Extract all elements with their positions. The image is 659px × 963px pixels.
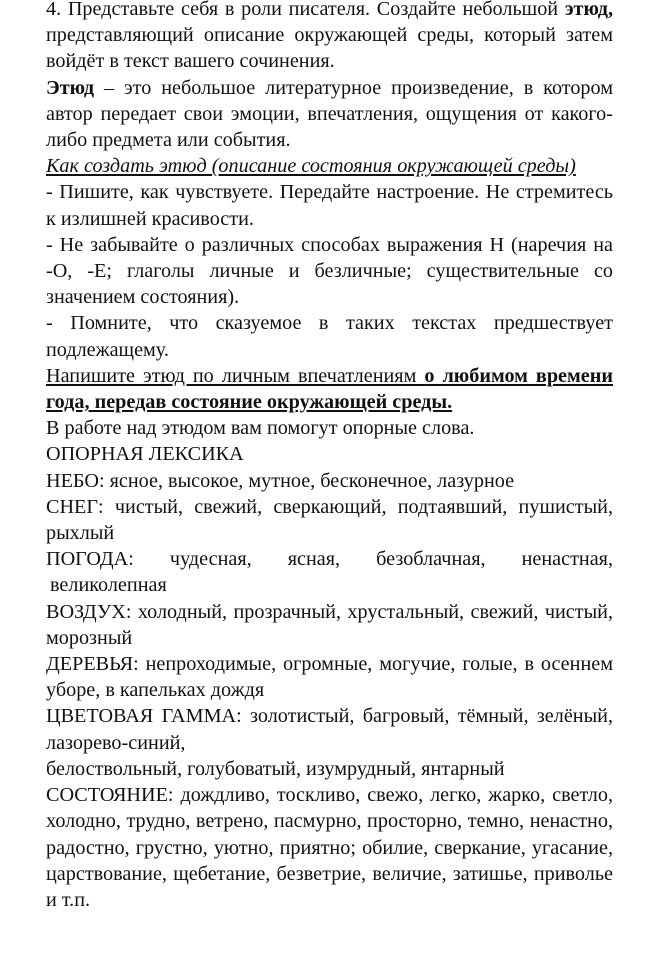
lexicon-key: СНЕГ:	[46, 495, 104, 518]
tip-1: - Пишите, как чувствуете. Передайте настроение. Не стремитесь к излишней красивости.	[46, 181, 613, 230]
lexicon-words: чистый, свежий, сверкающий, подтаявший, пушистый, рыхлый	[46, 495, 613, 545]
assignment-plain: Напишите этюд по личным впечатлениям	[46, 364, 425, 387]
assignment-paragraph	[46, 363, 613, 415]
task-rest: представляющий описание окружающей среды, который затем войдёт в текст вашего сочинения.	[46, 24, 613, 73]
lexicon-words: непроходимые, огромные, могучие, голые, в осеннем уборе, в капельках дождя	[46, 653, 613, 702]
tip-3: - Помните, что сказуемое в таких текстах предшествует подлежащему.	[46, 312, 613, 361]
definition-text: – это небольшое литературное произведение, в котором автор передает свои эмоции, впечатления, ощущения от какого-либо предмета или события.	[46, 76, 613, 152]
lexicon-key: СОСТОЯНИЕ:	[46, 784, 174, 807]
lexicon-entry-colors-cont	[46, 756, 613, 782]
lexicon-key: ДЕРЕВЬЯ:	[46, 653, 139, 676]
task-bold-word: этюд,	[564, 0, 613, 20]
lexicon-entry-state	[46, 782, 613, 913]
howto-heading: Как создать этюд (описание состояния окружающей среды)	[46, 155, 576, 178]
definition-paragraph	[46, 75, 613, 154]
assignment-bold: о любимом времени года, передав состояние окружающей среды.	[46, 364, 613, 414]
lexicon-entry-trees	[46, 651, 613, 703]
lexicon-key: ЦВЕТОВАЯ ГАММА:	[46, 705, 242, 728]
lexicon-title: ОПОРНАЯ ЛЕКСИКА	[46, 443, 244, 466]
lexicon-words: чудесная, ясная, безоблачная, ненастная,	[133, 548, 613, 571]
lexicon-words: великолепная	[50, 574, 167, 597]
lexicon-key: ПОГОДА:	[46, 548, 134, 571]
lexicon-entry-sky	[46, 468, 613, 494]
definition-term: Этюд	[46, 76, 95, 99]
lexicon-words: холодный, прозрачный, хрустальный, свежий, чистый, морозный	[46, 600, 613, 649]
lexicon-words: белоствольный, голубоватый, изумрудный, янтарный	[46, 757, 505, 780]
tip-2: - Не забывайте о различных способах выражения Н (наречия на -О, -Е; глаголы личные и безличные; существительные со значением состояния).	[46, 233, 613, 309]
task-paragraph	[46, 0, 613, 75]
lexicon-words: дождливо, тоскливо, свежо, легко, жарко, светло, холодно, трудно, ветрено, пасмурно, просторно, темно, ненастно, радостно, грустно, уютно, приятно; обилие, сверкание, угасание, царствование, щебетание, безветрие, величие, затишье, приволье и т.п.	[46, 784, 613, 911]
task-intro: 4. Представьте себя в роли писателя. Создайте небольшой	[46, 0, 559, 20]
lexicon-words: ясное, высокое, мутное, бесконечное, лазурное	[104, 469, 515, 492]
lexicon-key: ВОЗДУХ:	[46, 600, 132, 623]
lexicon-entry-air	[46, 599, 613, 651]
lexicon-entry-weather-cont	[46, 572, 613, 598]
support-note: В работе над этюдом вам помогут опорные слова.	[46, 417, 475, 440]
lexicon-key: НЕБО:	[46, 469, 105, 492]
lexicon-entry-weather	[46, 546, 613, 572]
lexicon-entry-colors	[46, 703, 613, 755]
lexicon-entry-snow	[46, 494, 613, 546]
lexicon-words: золотистый, багровый, тёмный, зелёный, лазорево-синий,	[46, 705, 613, 754]
